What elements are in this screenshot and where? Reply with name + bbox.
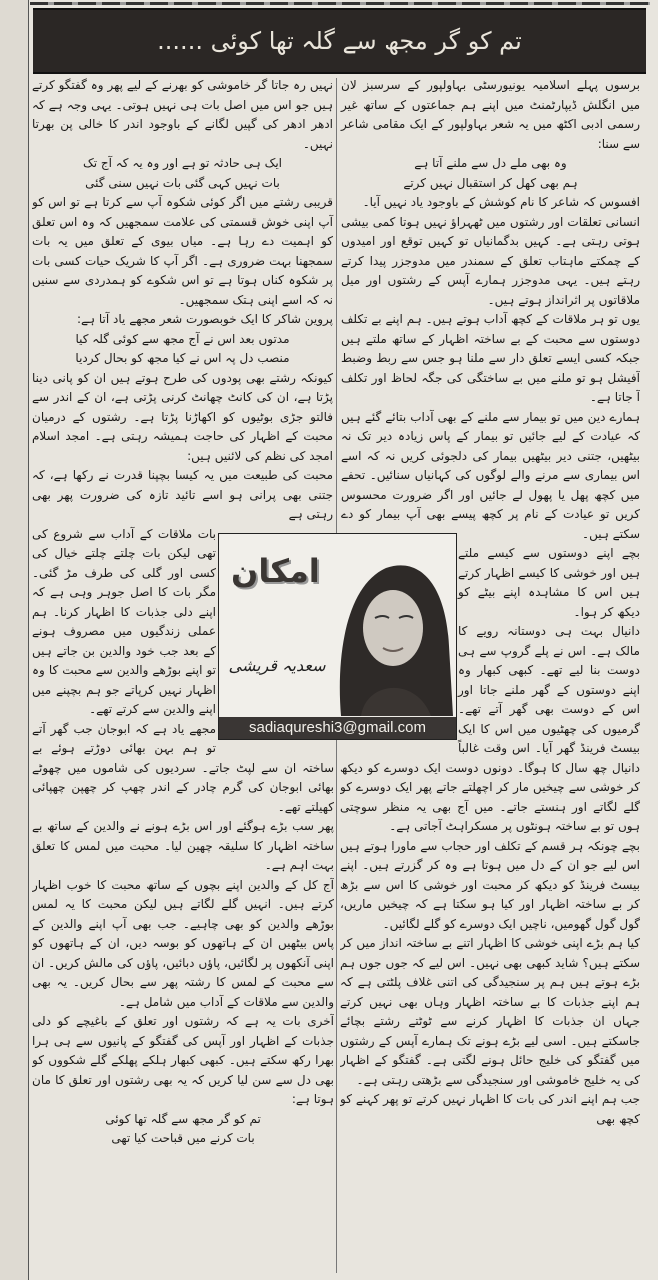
verse-line: تم کو گر مجھ سے گلہ تھا کوئی: [105, 1111, 261, 1126]
verse-line: بات نہیں کہی گئی بات نہیں سنی گئی: [85, 175, 280, 190]
adjacent-column-edge: [0, 0, 29, 1280]
columnist-box: [218, 533, 457, 740]
author-email: sadiaqureshi3@gmail.com: [219, 717, 456, 739]
couplet: [32, 1110, 334, 1149]
paragraph: بچے اپنے دوستوں سے کیسے ملتے ہیں اور خوشی کا کیسے اظہار کرتے ہیں اس کا مشاہدہ اپنے بیٹے کو دیکھ کر ہوا۔: [458, 546, 640, 619]
paragraph: یوں تو ہر ملاقات کے کچھ آداب ہوتے ہیں۔ ہم اپنے بے تکلف دوستوں سے محبت کے بے ساختہ اظہار کے ساتھ ملتے ہیں جبکہ کسی ایسے تعلق دار سے ملنا ہو جس سے ربط وضبط آفیشل ہو تو ملنے میں بے ساختگی کی جگہ لحاظ اور تکلف آ جاتا ہے۔: [341, 312, 640, 404]
author-name: سعدیہ قریشی: [228, 656, 326, 675]
paragraph: جب ہم اپنے اندر کی بات کا اظہار نہیں کرتے تو پھر کہنے کو کچھ بھی: [340, 1092, 640, 1126]
verse-line: بات کرنے میں قباحت کیا تھی: [111, 1131, 255, 1145]
paragraph: دانیال بہت ہی دوستانہ رویے کا مالک ہے۔ اس نے پلے گروپ سے ہی دوست بنا لیے تھے۔ کبھی کبھار وہ اپنے دوستوں کے گھر ملنے جاتا اور اس کے دوست بھی گھر آتے تھے۔ گرمیوں کی چھٹیوں میں اس کا ایک بیسٹ فرینڈ گھر آیا۔ اس وقت غالباً دانیال چھ سال کا ہوگا۔ دونوں دوست ایک دوسرے کو دیکھ کر خوشی سے چیخیں مار کر اچھلتے جاتے پھر ایک دوسرے کو گلے لگاتے اور ہنستے جاتے۔ میں آج بھی یہ منظر سوچتی ہوں تو بے ساختہ ہونٹوں پر مسکراہٹ آجاتی ہے۔: [340, 624, 640, 833]
paragraph: قریبی رشتے میں اگر کوئی شکوہ آپ سے کرتا ہے تو اس کو آپ اپنی خوش قسمتی کی علامت سمجھیں کہ وہ اس تعلق کو اہمیت دے رہا ہے۔ میاں بیوی کے تعلق میں یہ بات سمجھنا بہت ضروری ہے۔ اگر آپ کا شریک حیات کسی بات پر شکوہ کناں ہوتا ہے تو اس شکوے کو ہمدردی سے سنیں نہ کہ اسے اپنی ہتک سمجھیں۔: [32, 195, 333, 307]
paragraph: برسوں پہلے اسلامیہ یونیورسٹی بہاولپور کے سرسبز لان میں انگلش ڈیپارٹمنٹ میں اپنے ہم جماعتوں کے ساتھ غیر رسمی ادبی اکٹھ میں یہ شعر بہاولپور کے ایک مقامی شاعر سے سنا:: [341, 78, 640, 151]
paragraph: آج کل کے والدین اپنے بچوں کے ساتھ محبت کا خوب اظہار کرتے ہیں۔ انہیں گلے لگاتے ہیں لیکن محبت کا یہ لمس بوڑھے والدین کو بھی چاہیے۔ جب بھی آپ اپنے والدین کے پاس بیٹھیں ان کے ہاتھوں کو بوسہ دیں، ان کے ہاتھوں کو اپنی آنکھوں پر لگائیں، پاؤں دبائیں، پاؤں کی مالش کریں۔ ان سے محبت کے لمس کا رشتہ پھر سے بحال کریں۔ یہ بھی والدین سے ملاقات کے آداب میں شامل ہے۔: [32, 877, 334, 1009]
verse-line: منصب دل پہ اس نے کیا مجھ کو بحال کردیا: [75, 351, 290, 365]
headline-bar: [33, 8, 646, 74]
paragraph: پھر سب بڑے ہوگئے اور اس بڑے ہونے نے والدین کے ساتھ بے ساختہ اظہار کا سلیقہ چھین لیا۔ محبت میں لمس کا تعلق بہت اہم ہے۔: [32, 819, 334, 872]
paragraph: افسوس کہ شاعر کا نام کوشش کے باوجود یاد نہیں آیا۔: [362, 195, 640, 209]
couplet: [340, 154, 640, 193]
paragraph: کیونکہ رشتے بھی پودوں کی طرح ہوتے ہیں ان کو پانی دینا پڑتا ہے، ان کی کانٹ چھانٹ کرنی پڑتی ہے، ان کے اندر سے فالتو جڑی بوٹیوں کو اکھاڑنا پڑتا ہے۔ رشتوں کے درمیان محبت کے اظہار کی حاجت ہمیشہ رہتی ہے۔ امجد اسلام امجد کی نظم کی لائنیں ہیں:: [32, 370, 333, 463]
verse-line: مدتوں بعد اس نے آج مجھ سے کوئی گلہ کیا: [75, 331, 290, 346]
author-photo: [331, 546, 453, 716]
verse-line: وہ بھی ملے دل سے ملنے آتا ہے: [414, 156, 567, 170]
verse-line: ہم بھی کھل کر استقبال نہیں کرتے: [403, 175, 578, 190]
paragraph: کیا ہم بڑے اپنی خوشی کا اظہار اتنے بے ساختہ انداز میں کر سکتے ہیں؟ شاید کبھی بھی نہیں۔ اس لیے کہ جوں جوں ہم بڑے ہوتے ہیں ہم پر سنجیدگی کی اتنی غلاف پلٹتی ہے کہ ہم اپنے جذبات کا بے ساختہ اظہار وہاں بھی نہیں کرتے جہاں ان جذبات کا اظہار کرنے سے ٹوٹتے رشتے بچائے جاسکتے ہیں۔ اسی لیے بڑے ہونے تک ہمارے آپس کے رشتوں میں گفتگو کی خلیج حائل ہونے لگتی ہے۔ گفتگو کے اظہار کی یہ خلیج خاموشی اور سنجیدگی سے بڑھتی رہتی ہے۔: [340, 936, 640, 1087]
couplet: [32, 154, 334, 193]
paragraph: مجھے یاد ہے کہ ابوجان جب گھر آتے تو ہم بہن بھائی دوڑتے ہوئے بے ساختہ ان سے لپٹ جاتے۔ سردیوں کی شاموں میں چھوٹے بھائی ابوجان کی گرم چادر کے اندر چھپ کر چھپن چھپائی کھیلتے تھے۔: [32, 721, 334, 814]
paragraph: محبت کی طبیعت میں یہ کیسا بچپنا قدرت نے رکھا ہے، کہ جتنی بھی پرانی ہو اسے تائید تازہ کی ضرورت پھر بھی رہتی ہے: [32, 468, 333, 521]
paragraph: نہیں رہ جاتا گر خاموشی کو بھرنے کے لیے پھر وہ گفتگو کرتے ہیں جو اس میں اصل بات ہی نہیں ہوتی۔ یہی وجہ ہے کہ ادھر ادھر کی گپیں لگانے کے باوجود اندر کا خالی پن بھرتا نہیں۔: [32, 78, 333, 151]
paragraph: پروین شاکر کا ایک خوبصورت شعر مجھے یاد آتا ہے:: [76, 312, 333, 326]
paragraph: آخری بات یہ ہے کہ رشتوں اور تعلق کے باغیچے کو دلی جذبات کے اظہار اور آپس کی گفتگو کے پانیوں سے ہی ہرا بھرا رکھ سکتے ہیں۔ کبھی کبھار ہلکے پھلکے گلے شکووں کو بھی دل سے سن لیا کریں کہ یہ بھی رشتوں اور تعلق کا مان ہوتا ہے:: [32, 1014, 334, 1106]
paragraph: ہمارے دین میں تو بیمار سے ملنے کے بھی آداب بتائے گئے ہیں کہ عیادت کے لیے جائیں تو بیمار کے پاس زیادہ دیر تک نہ بیٹھیں، جتنی دیر بیٹھیں بیمار کی دلجوئی کریں نہ کہ اسے اس بیماری سے مرنے والے لوگوں کی کہانیاں سنائیں۔ تحفے میں کچھ پھل یا پھول لے جائیں اور اگر ضرورت محسوس کریں تو عیادت کے نام پر کچھ پیسے بھی آپ بیمار کو دے سکتے ہیں۔: [341, 409, 640, 541]
top-rule: [30, 2, 650, 5]
headline: تم کو گر مجھ سے گلہ تھا کوئی ......: [157, 27, 522, 55]
column-logo: امکان: [231, 552, 320, 590]
verse-line: ایک ہی حادثہ تو ہے اور وہ یہ کہ آج تک: [82, 156, 282, 170]
paragraph: بچے چونکہ ہر قسم کے تکلف اور حجاب سے ماورا ہوتے ہیں اس لیے جو ان کے دل میں ہوتا ہے وہ کر گزرتے ہیں۔ اپنے بیسٹ فرینڈ کو دیکھ کر محبت اور خوشی کا اس سے بڑھ کر بے ساختہ اظہار اور کیا ہو سکتا ہے کہ چیخیں ماریں، گول گول گھومیں، ناچیں ایک دوسرے کو گلے لگائیں۔: [340, 838, 640, 931]
paragraph: بات ملاقات کے آداب سے شروع کی تھی لیکن بات چلتے چلتے خیال کی کسی اور گلی کی طرف مڑ گئی۔ مگر بات کا اصل جوہر وہی ہے کہ اپنے دلی جذبات کا اظہار کرنا۔ ہم عملی زندگیوں میں مصروف ہونے کے بعد جب خود والدین بن جاتے ہیں تو اپنے بوڑھے والدین سے محبت کا وہ اظہار نہیں کرپاتے جو ہم بچپنے میں اپنے والدین سے کرتے تھے۔: [32, 526, 216, 716]
paragraph: انسانی تعلقات اور رشتوں میں ٹھہراؤ نہیں ہوتا کمی بیشی ہوتی رہتی ہے۔ کہیں بدگمانیاں تو کہیں توقع اور امیدوں کے چمکتے ماہتاب تعلق کے سمندر میں مدوجزر پیدا کرتے رہتے ہیں۔ یہی مدوجزر ہمارے آپس کے رشتوں اور میل ملاقاتوں پر اثرانداز ہوتے ہیں۔: [341, 214, 640, 307]
couplet: [32, 330, 334, 369]
